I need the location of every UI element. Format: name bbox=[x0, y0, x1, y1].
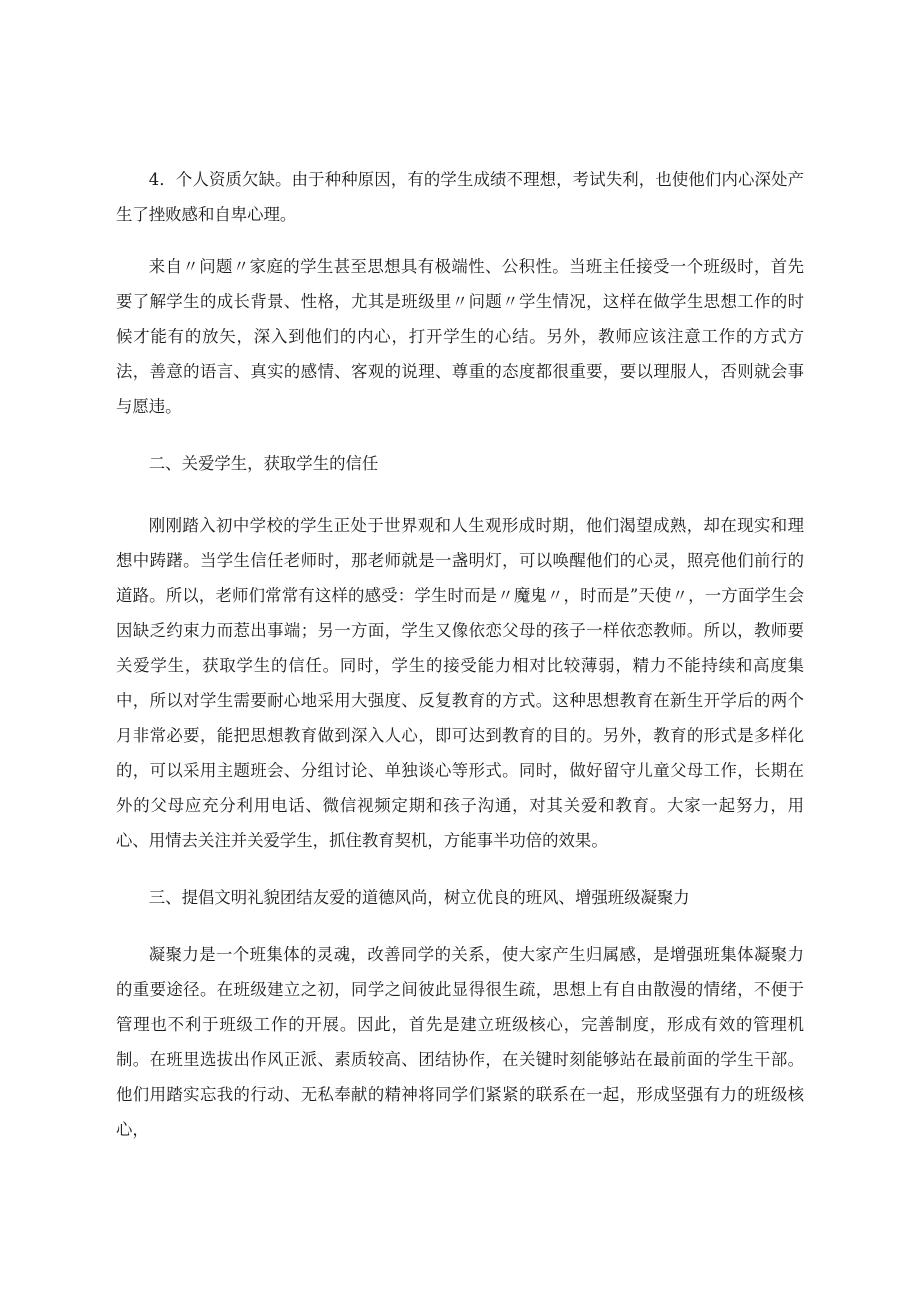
paragraph-gap bbox=[116, 481, 804, 508]
paragraph-cohesion: 凝聚力是一个班集体的灵魂，改善同学的关系，使大家产生归属感，是增强班集体凝聚力的重要途径。在班级建立之初，同学之间彼此显得很生疏，思想上有自由散漫的情绪，不便于管理也不利于班级工作的开展。因此，首先是建立班级核心，完善制度，形成有效的管理机制。在班里选拔出作风正派、素质较高、团结协作，在关键时刻能够站在最前面的学生干部。他们用踏实忘我的行动、无私奉献的精神将同学们紧紧的联系在一起，形成坚强有力的班级核心， bbox=[116, 945, 804, 1139]
section-heading-3: 三、提倡文明礼貌团结友爱的道德风尚，树立优良的班风、增强班级凝聚力 bbox=[148, 888, 690, 907]
paragraph-problem-families: 来自〃问题〃家庭的学生甚至思想具有极端性、公积性。当班主任接受一个班级时，首先要了解学生的成长背景、性格，尤其是班级里〃问题〃学生情况，这样在做学生思想工作的时候才能有的放矢，深入到他们的内心，打开学生的心结。另外，教师应该注意工作的方式方法，善意的语言、真实的感情、客观的说理、尊重的态度都很重要，要以理服人，否则就会事与愿违。 bbox=[116, 257, 804, 416]
paragraph-personal-qualities: 4．个人资质欠缺。由于种种原因，有的学生成绩不理想，考试失利，也使他们内心深处产生了挫败感和自卑心理。 bbox=[116, 170, 804, 224]
paragraph-gap bbox=[116, 858, 804, 880]
paragraph-care-students: 刚刚踏入初中学校的学生正处于世界观和人生观形成时期，他们渴望成熟，却在现实和理想中踌躇。当学生信任老师时，那老师就是一盏明灯，可以唤醒他们的心灵，照亮他们前行的道路。所以，老师们常常有这样的感受：学生时而是〃魔鬼〃，时而是”天使〃，一方面学生会因缺乏约束力而惹出事端；另一方面，学生又像依恋父母的孩子一样依恋教师。所以，教师要关爱学生，获取学生的信任。同时，学生的接受能力相对比较薄弱，精力不能持续和高度集中，所以对学生需要耐心地采用大强度、反复教育的方式。这种思想教育在新生开学后的两个月非常必要，能把思想教育做到深入人心，即可达到教育的目的。另外，教育的形式是多样化的，可以采用主题班会、分组讨论、单独谈心等形式。同时，做好留守儿童父母工作，长期在外的父母应充分利用电话、微信视频定期和孩子沟通，对其关爱和教育。大家一起努力，用心、用情去关注并关爱学生，抓住教育契机，方能事半功倍的效果。 bbox=[116, 516, 804, 850]
section-heading-2: 二、关爱学生，获取学生的信任 bbox=[148, 454, 379, 473]
paragraph-gap bbox=[116, 915, 804, 937]
paragraph-gap bbox=[116, 232, 804, 249]
document-page bbox=[116, 162, 804, 1147]
paragraph-gap bbox=[116, 424, 804, 446]
